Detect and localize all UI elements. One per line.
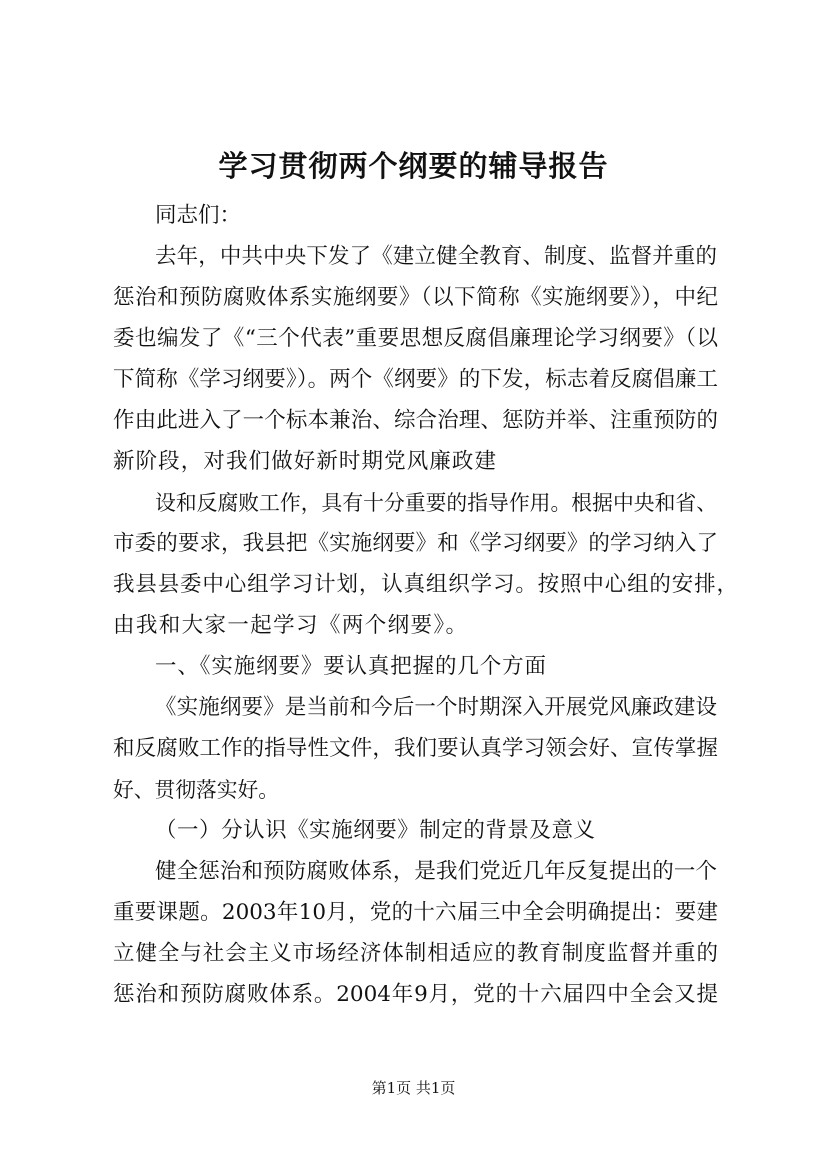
- paragraph-line: 设和反腐败工作，具有十分重要的指导作用。根据中央和省、: [155, 491, 717, 515]
- paragraph-line: 《实施纲要》是当前和今后一个时期深入开展党风廉政建设: [155, 695, 717, 720]
- paragraph-line: 作由此进入了一个标本兼治、综合治理、惩防并举、注重预防的: [113, 408, 718, 433]
- paragraph-line: 重要课题。2003年10月，党的十六届三中全会明确提出：要建: [113, 900, 718, 925]
- paragraph-line: 去年，中共中央下发了《建立健全教育、制度、监督并重的: [155, 244, 717, 269]
- document-title: 学习贯彻两个纲要的辅导报告: [218, 149, 609, 183]
- page-footer: 第1页 共1页: [371, 1079, 456, 1097]
- paragraph-line: 新阶段，对我们做好新时期党风廉政建: [113, 449, 496, 474]
- paragraph-line: 和反腐败工作的指导性文件，我们要认真学习领会好、宣传掌握: [113, 736, 718, 761]
- paragraph-line: 惩治和预防腐败体系。2004年9月，党的十六届四中全会又提: [113, 982, 718, 1007]
- paragraph-line: （一）分认识《实施纲要》制定的背景及意义: [155, 818, 595, 843]
- paragraph-line: 好、贯彻落实好。: [113, 778, 280, 802]
- paragraph-line: 由我和大家一起学习《两个纲要》。: [113, 613, 467, 638]
- paragraph-line: 惩治和预防腐败体系实施纲要》（以下简称《实施纲要》），中纪: [113, 285, 718, 310]
- paragraph-line: 健全惩治和预防腐败体系，是我们党近几年反复提出的一个: [155, 859, 717, 884]
- paragraph-line: 市委的要求，我县把《实施纲要》和《学习纲要》的学习纳入了: [113, 531, 718, 556]
- paragraph-line: 我县县委中心组学习计划，认真组织学习。按照中心组的安排，: [113, 572, 738, 597]
- paragraph-line: 立健全与社会主义市场经济体制相适应的教育制度监督并重的: [113, 941, 718, 966]
- paragraph-line: 一、《实施纲要》要认真把握的几个方面: [155, 654, 546, 679]
- paragraph-line: 委也编发了《“三个代表”重要思想反腐倡廉理论学习纲要》（以: [113, 326, 718, 351]
- paragraph-line: 同志们：: [155, 203, 242, 228]
- paragraph-line: 下简称《学习纲要》）。两个《纲要》的下发，标志着反腐倡廉工: [113, 367, 718, 392]
